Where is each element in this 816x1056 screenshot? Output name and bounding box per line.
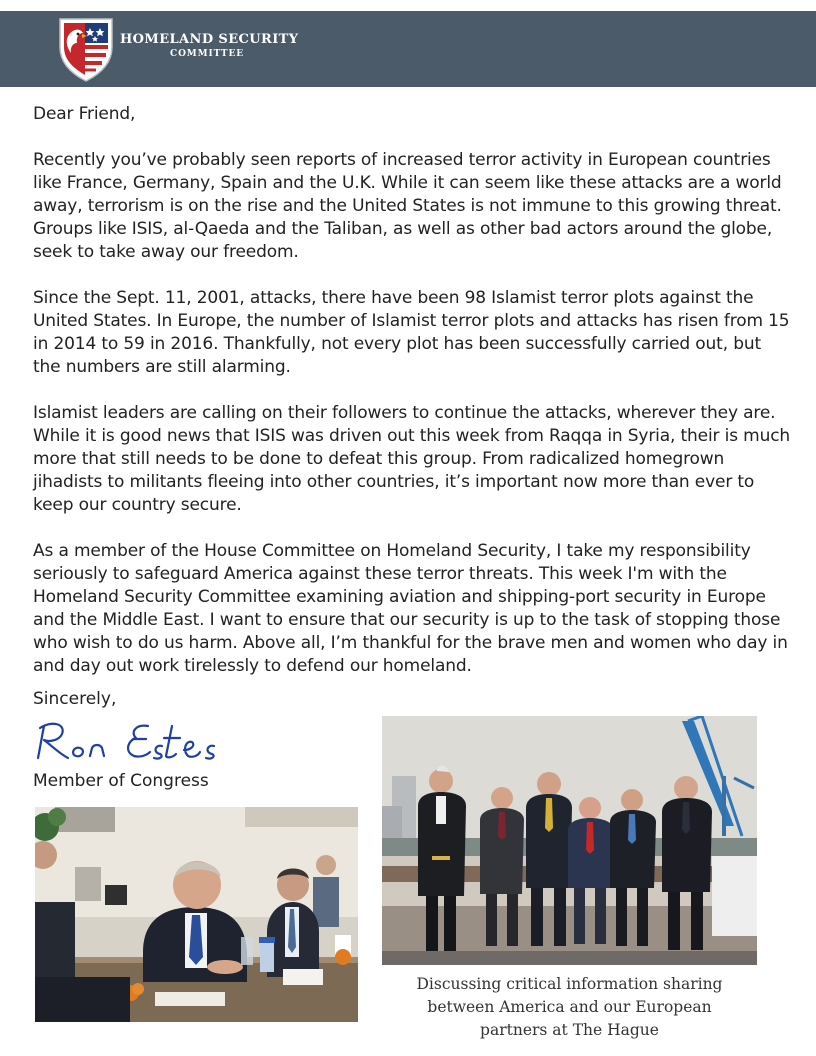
header-banner [0, 11, 816, 87]
header-subtitle: COMMITTEE [170, 49, 245, 59]
meeting-photo [35, 807, 358, 1022]
caption-line-3: partners at The Hague [480, 1021, 659, 1039]
letter-greeting: Dear Friend, [33, 104, 136, 124]
letter-paragraph-3: Islamist leaders are calling on their followers to continue the attacks, wherever they are. While it is good news that ISIS was driven out this week from Raqqa in Syria, their is much more that still needs to be done to defeat this group. From radicalized homegrown jihadists to militants fleeing into other countries, it’s important now more than ever to keep our country secure. [33, 403, 791, 515]
letter-paragraph-4: As a member of the House Committee on Homeland Security, I take my responsibility seriously to safeguard America against these terror threats. This week I'm with the Homeland Security Committee examining aviation and shipping-port security in Europe and the Middle East. I want to ensure that our security is up to the task of stopping those who wish to do us harm. Above all, I’m thankful for the brave men and women who day in and day out work tirelessly to defend our homeland. [33, 541, 788, 676]
meeting-photo-illustration [35, 807, 358, 1022]
caption-line-2: between America and our European [427, 998, 712, 1016]
handwritten-signature [30, 718, 215, 766]
letter-body [33, 103, 793, 701]
letter-closing: Sincerely, [33, 689, 117, 709]
header-title: HOMELAND SECURITY [120, 32, 299, 47]
signer-title: Member of Congress [33, 771, 209, 791]
letter-paragraph-2: Since the Sept. 11, 2001, attacks, there have been 98 Islamist terror plots against the United States. In Europe, the number of Islamist terror plots and attacks has risen from 15 in 2014 to 59 in 2016. Thankfully, not every plot has been successfully carried out, but the numbers are still alarming. [33, 288, 790, 377]
caption-line-1: Discussing critical information sharing [416, 975, 723, 993]
letter-paragraph-1: Recently you’ve probably seen reports of increased terror activity in European countries like France, Germany, Spain and the U.K. While it can seem like these attacks are a world away, terrorism is on the rise and the United States is not immune to this growing threat. Groups like ISIS, al-Qaeda and the Taliban, as well as other bad actors around the globe, seek to take away our freedom. [33, 150, 782, 262]
delegation-photo-illustration [382, 716, 757, 965]
photo-caption [382, 973, 757, 1042]
committee-wordmark [120, 33, 298, 59]
delegation-photo [382, 716, 757, 965]
committee-shield-logo-icon [58, 17, 114, 83]
